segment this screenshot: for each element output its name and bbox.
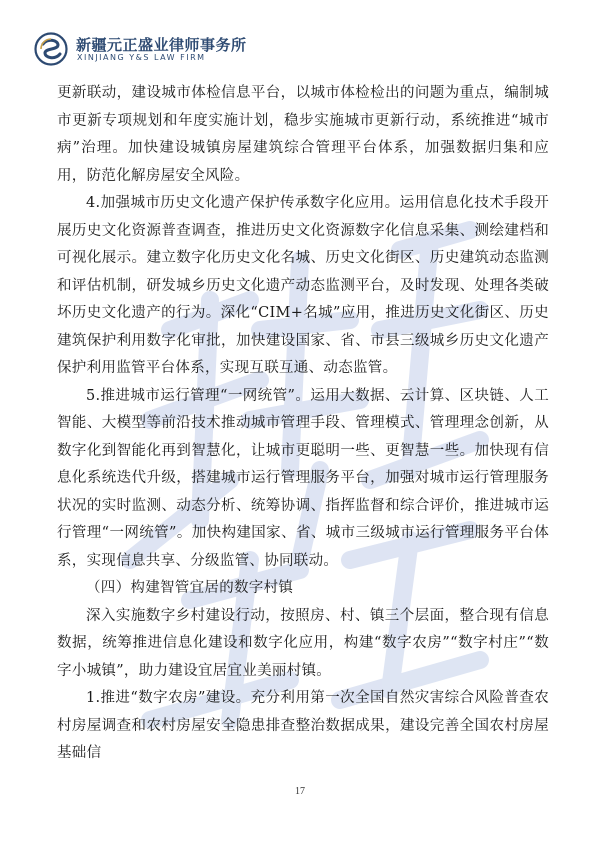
document-body <box>57 80 549 768</box>
letterhead <box>34 30 574 70</box>
section-heading: （四）构建智管宜居的数字村镇 <box>86 580 294 596</box>
paragraph-item-4: 4.加强城市历史文化遗产保护传承数字化应用。运用信息化技术手段开展历史文化资源普查调查，推进历史文化资源数字化信息采集、测绘建档和可视化展示。建立数字化历史文化名城、历史文化街区、历史建筑动态监测和评估机制，研发城乡历史文化遗产动态监测平台，及时发现、处理各类破坏历史文化遗产的行为。深化“CIM+名城”应用，推进历史文化街区、历史建筑保护利用数字化审批，加快建设国家、省、市县三级城乡历史文化遗产保护利用监管平台体系，实现互联互通、动态监管。 <box>57 195 549 376</box>
paragraph-intro: 深入实施数字乡村建设行动，按照房、村、镇三个层面，整合现有信息数据，统筹推进信息化建设和数字化应用，构建“数字农房”“数字村庄”“数字小城镇”，助力建设宜居宜业美丽村镇。 <box>57 607 549 679</box>
firm-name-chinese: 新疆元正盛业律师事务所 <box>76 36 247 54</box>
page-number: 17 <box>295 786 305 797</box>
paragraph-item-1: 1.推进“数字农房”建设。充分利用第一次全国自然灾害综合风险普查农村房屋调查和农村房屋安全隐患排查整治数据成果，建设完善全国农村房屋基础信 <box>57 690 549 761</box>
paragraph-item-5: 5.推进城市运行管理“一网统管”。运用大数据、云计算、区块链、人工智能、大模型等前沿技术推动城市管理手段、管理模式、管理理念创新，从数字化到智能化再到智慧化，让城市更聪明一些、更智慧一些。加快现有信息化系统迭代升级，搭建城市运行管理服务平台，加强对城市运行管理服务状况的实时监测、动态分析、统筹协调、指挥监督和综合评价，推进城市运行管理“一网统管”。加快构建国家、省、城市三级城市运行管理服务平台体系，实现信息共享、分级监管、协同联动。 <box>57 387 549 569</box>
paragraph-continuation: 更新联动，建设城市体检信息平台，以城市体检检出的问题为重点，编制城市更新专项规划和年度实施计划，稳步实施城市更新行动，系统推进“城市病”治理。加快建设城镇房屋建筑综合管理平台体系，加强数据归集和应用，防范化解房屋安全风险。 <box>57 85 549 184</box>
firm-logo-icon <box>34 32 68 66</box>
firm-name-english: XINJIANG Y&S LAW FIRM <box>77 53 206 62</box>
